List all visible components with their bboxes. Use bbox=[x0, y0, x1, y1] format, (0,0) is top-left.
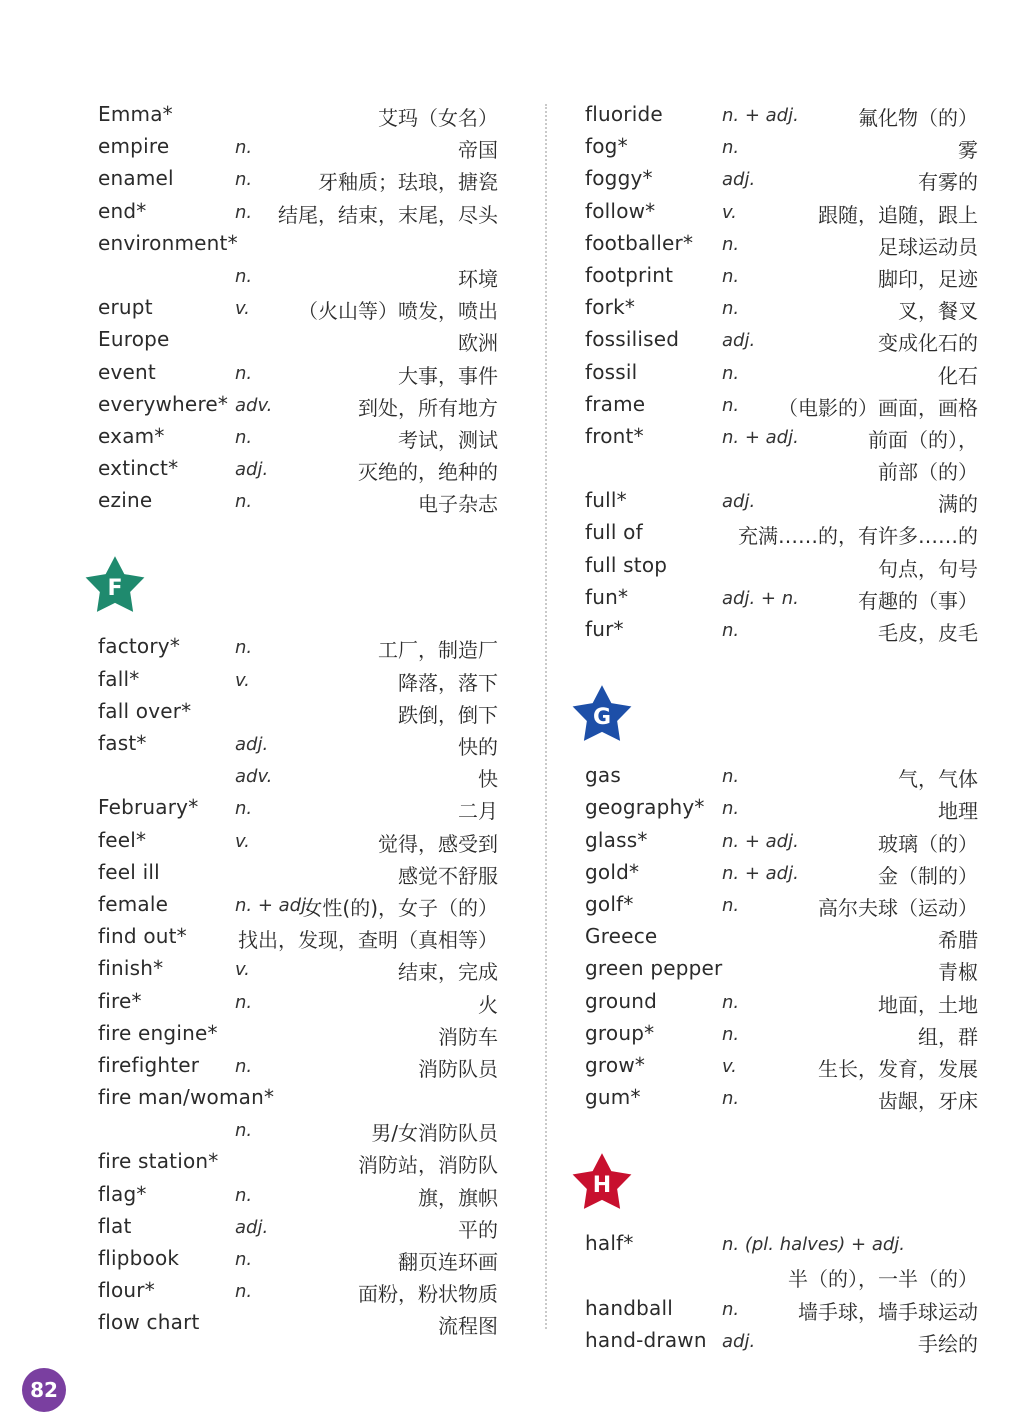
entry-meaning: 工厂，制造厂 bbox=[378, 638, 498, 663]
dictionary-entry bbox=[98, 484, 498, 516]
entry-word: foggy* bbox=[585, 166, 653, 191]
dictionary-entry bbox=[585, 791, 978, 823]
dictionary-entry bbox=[585, 1017, 978, 1049]
entry-word: frame bbox=[585, 391, 646, 416]
dictionary-entry bbox=[585, 856, 978, 888]
entry-part-of-speech: n. (pl. halves) + adj. bbox=[722, 1234, 906, 1256]
entry-meaning: 面粉，粉状物质 bbox=[358, 1282, 498, 1307]
entry-word: enamel bbox=[98, 166, 174, 191]
entry-meaning: 女性(的)，女子（的） bbox=[302, 895, 498, 920]
entry-part-of-speech: adj. bbox=[235, 459, 269, 481]
dictionary-entry bbox=[98, 1306, 498, 1338]
dictionary-entry bbox=[98, 291, 498, 323]
entry-word: finish* bbox=[98, 956, 164, 981]
entry-word: fast* bbox=[98, 731, 147, 755]
dictionary-entry bbox=[585, 516, 978, 548]
entry-part-of-speech: n. bbox=[722, 265, 740, 287]
entry-part-of-speech: n. + adj. bbox=[722, 862, 799, 884]
dictionary-entry bbox=[98, 388, 498, 420]
entry-meaning: 平的 bbox=[458, 1217, 498, 1242]
section-letter: F bbox=[107, 576, 123, 602]
entry-part-of-speech: adv. bbox=[235, 394, 273, 416]
entry-meaning: 墙手球，墙手球运动 bbox=[798, 1299, 978, 1324]
dictionary-entry bbox=[585, 162, 978, 194]
dictionary-entry bbox=[98, 323, 498, 355]
entry-part-of-speech: adj. bbox=[235, 734, 269, 755]
entry-part-of-speech: adj. + n. bbox=[722, 587, 799, 609]
entry-meaning: 帝国 bbox=[458, 138, 498, 163]
entry-meaning: 快的 bbox=[458, 735, 498, 759]
entry-meaning: 降落，落下 bbox=[398, 670, 498, 695]
dictionary-entry bbox=[585, 549, 978, 581]
entry-part-of-speech: n. + adj. bbox=[722, 830, 799, 852]
entry-part-of-speech: v. bbox=[235, 959, 250, 981]
dictionary-entry bbox=[585, 613, 978, 645]
entry-part-of-speech: n. bbox=[235, 1184, 253, 1206]
entry-part-of-speech: n. bbox=[722, 766, 740, 788]
entry-meaning: 金（制的） bbox=[878, 863, 978, 888]
entry-meaning: 结尾，结束，末尾，尽头 bbox=[278, 202, 498, 227]
dictionary-entry bbox=[585, 985, 978, 1017]
entry-part-of-speech: n. bbox=[722, 991, 740, 1013]
entry-word: fall* bbox=[98, 666, 140, 691]
entry-part-of-speech: n. bbox=[235, 426, 253, 448]
entry-part-of-speech: adv. bbox=[235, 766, 273, 788]
entry-word: gas bbox=[585, 763, 621, 788]
entry-word: geography* bbox=[585, 795, 705, 820]
entry-word: ezine bbox=[98, 488, 153, 513]
entry-word: feel ill bbox=[98, 859, 160, 884]
entry-part-of-speech: v. bbox=[235, 669, 250, 691]
entry-word: ground bbox=[585, 988, 657, 1013]
entry-word: everywhere* bbox=[98, 391, 229, 416]
entry-part-of-speech: n. bbox=[722, 1088, 740, 1110]
dictionary-entry bbox=[98, 1145, 498, 1177]
dictionary-entry bbox=[585, 824, 978, 856]
entry-part-of-speech: n. bbox=[235, 169, 253, 191]
entry-word: end* bbox=[98, 198, 147, 223]
entry-meaning: 结束，完成 bbox=[398, 960, 498, 985]
entry-meaning: 环境 bbox=[458, 266, 498, 291]
entry-meaning: 化石 bbox=[938, 363, 978, 388]
entry-meaning: 消防队员 bbox=[418, 1056, 498, 1081]
dictionary-entry bbox=[98, 985, 498, 1017]
dictionary-entry bbox=[585, 227, 978, 259]
entry-part-of-speech: n. bbox=[722, 362, 740, 384]
entry-word: golf* bbox=[585, 891, 634, 916]
entry-part-of-speech: n. bbox=[235, 637, 253, 659]
entry-part-of-speech: n. bbox=[235, 1120, 253, 1142]
left-column bbox=[98, 98, 498, 1339]
entry-meaning: 跌倒，倒下 bbox=[398, 702, 498, 727]
entry-meaning: 电子杂志 bbox=[418, 492, 498, 517]
entry-meaning: 牙釉质；珐琅，搪瓷 bbox=[318, 170, 498, 195]
entry-part-of-speech: n. + adj. bbox=[722, 105, 799, 126]
entry-word: fossilised bbox=[585, 327, 680, 352]
dictionary-entry bbox=[98, 663, 498, 695]
dictionary-entry bbox=[98, 630, 498, 662]
dictionary-entry bbox=[585, 1049, 978, 1081]
entry-meaning: 玻璃（的） bbox=[878, 831, 978, 856]
entry-word: fork* bbox=[585, 295, 636, 320]
entry-word: Europe bbox=[98, 327, 170, 352]
entry-meaning: （电影的）画面，画格 bbox=[778, 395, 978, 420]
entry-part-of-speech: v. bbox=[235, 830, 250, 852]
entry-word: gum* bbox=[585, 1085, 641, 1110]
dictionary-entry bbox=[98, 695, 498, 727]
star-icon bbox=[567, 1149, 637, 1219]
entry-meaning: 充满……的，有许多……的 bbox=[738, 524, 978, 549]
entry-meaning: （火山等）喷发，喷出 bbox=[298, 299, 498, 324]
entry-word: event bbox=[98, 359, 156, 384]
entry-part-of-speech: n. bbox=[235, 137, 253, 159]
entry-word: flour* bbox=[98, 1278, 155, 1303]
entry-word: environment* bbox=[98, 230, 238, 255]
entry-meaning: 找出，发现，查明（真相等） bbox=[238, 928, 498, 953]
entry-meaning: 手绘的 bbox=[918, 1331, 978, 1356]
dictionary-entry bbox=[98, 98, 498, 130]
dictionary-entry bbox=[585, 1259, 978, 1291]
entry-meaning: 旗，旗帜 bbox=[418, 1185, 498, 1210]
dictionary-entry bbox=[585, 1081, 978, 1113]
entry-word: female bbox=[98, 891, 169, 916]
entry-meaning: 毛皮，皮毛 bbox=[878, 621, 978, 645]
section-letter: H bbox=[592, 1173, 612, 1199]
entry-word: flow chart bbox=[98, 1310, 200, 1335]
entry-meaning: 欧洲 bbox=[458, 331, 498, 356]
entry-word: fossil bbox=[585, 359, 638, 384]
dictionary-entry bbox=[585, 888, 978, 920]
entry-part-of-speech: n. + adj. bbox=[722, 426, 799, 448]
dictionary-entry bbox=[585, 581, 978, 613]
dictionary-entry bbox=[98, 1210, 498, 1242]
entry-part-of-speech: n. bbox=[722, 1023, 740, 1045]
dictionary-entry bbox=[98, 259, 498, 291]
dictionary-entry bbox=[585, 452, 978, 484]
entry-part-of-speech: v. bbox=[235, 298, 250, 320]
entry-word: erupt bbox=[98, 295, 153, 320]
dictionary-entry bbox=[585, 195, 978, 227]
dictionary-entry bbox=[585, 323, 978, 355]
dictionary-entry bbox=[98, 1242, 498, 1274]
entry-part-of-speech: n. bbox=[235, 265, 253, 287]
entry-meaning: 流程图 bbox=[438, 1314, 498, 1339]
dictionary-entry bbox=[98, 1178, 498, 1210]
dictionary-entry bbox=[585, 484, 978, 516]
entry-part-of-speech: n. bbox=[235, 1281, 253, 1303]
entry-part-of-speech: v. bbox=[722, 1055, 737, 1077]
entry-part-of-speech: n. bbox=[722, 1298, 740, 1320]
entry-part-of-speech: n. bbox=[722, 394, 740, 416]
dictionary-entry bbox=[98, 195, 498, 227]
dictionary-entry bbox=[585, 388, 978, 420]
entry-word: grow* bbox=[585, 1052, 646, 1077]
entry-word: fog* bbox=[585, 134, 628, 159]
entry-part-of-speech: adj. bbox=[722, 491, 756, 513]
entry-meaning: 高尔夫球（运动） bbox=[818, 895, 978, 920]
dictionary-entry bbox=[98, 356, 498, 388]
entry-word: flipbook bbox=[98, 1246, 180, 1270]
entry-part-of-speech: n. bbox=[722, 798, 740, 820]
entry-part-of-speech: n. bbox=[235, 991, 253, 1013]
entry-meaning: 有雾的 bbox=[918, 170, 978, 195]
entry-part-of-speech: n. bbox=[235, 1249, 253, 1270]
entry-word: group* bbox=[585, 1020, 655, 1045]
entry-word: extinct* bbox=[98, 456, 179, 481]
dictionary-entry bbox=[585, 130, 978, 162]
entry-part-of-speech: n. bbox=[722, 894, 740, 916]
entry-word: gold* bbox=[585, 859, 640, 884]
entry-meaning: 前部（的） bbox=[878, 460, 978, 485]
entry-word: follow* bbox=[585, 198, 656, 223]
entry-word: green pepper bbox=[585, 956, 723, 981]
dictionary-entry bbox=[585, 759, 978, 791]
entry-meaning: 句点，句号 bbox=[878, 556, 978, 581]
dictionary-entry bbox=[98, 888, 498, 920]
entry-word: footballer* bbox=[585, 230, 694, 255]
entry-part-of-speech: adj. bbox=[722, 169, 756, 191]
entry-meaning: 感觉不舒服 bbox=[398, 863, 498, 888]
entry-word: empire bbox=[98, 134, 170, 159]
dictionary-entry bbox=[98, 824, 498, 856]
dictionary-entry bbox=[98, 791, 498, 823]
entry-part-of-speech: adj. bbox=[722, 330, 756, 352]
entry-meaning: 组，群 bbox=[918, 1024, 978, 1049]
entry-meaning: 消防车 bbox=[438, 1024, 498, 1049]
entry-part-of-speech: n. bbox=[235, 798, 253, 820]
dictionary-entry bbox=[585, 1227, 978, 1259]
entry-meaning: 前面（的）， bbox=[868, 427, 978, 452]
entry-word: firefighter bbox=[98, 1052, 200, 1077]
entry-word: Emma* bbox=[98, 102, 173, 126]
entry-part-of-speech: adj. bbox=[235, 1216, 269, 1238]
entry-word: Greece bbox=[585, 924, 658, 949]
entry-word: fire engine* bbox=[98, 1020, 218, 1045]
entry-meaning: 考试，测试 bbox=[398, 427, 498, 452]
entry-meaning: 希腊 bbox=[938, 928, 978, 953]
entry-part-of-speech: v. bbox=[722, 201, 737, 223]
entry-meaning: 半（的），一半（的） bbox=[788, 1267, 978, 1292]
entry-word: flag* bbox=[98, 1181, 147, 1206]
entry-meaning: 有趣的（事） bbox=[858, 588, 978, 613]
dictionary-entry bbox=[98, 856, 498, 888]
entry-meaning: 二月 bbox=[458, 799, 498, 824]
dictionary-entry bbox=[98, 1113, 498, 1145]
entry-word: half* bbox=[585, 1231, 634, 1256]
entry-word: footprint bbox=[585, 262, 674, 287]
entry-word: February* bbox=[98, 795, 199, 820]
dictionary-entry bbox=[98, 1274, 498, 1306]
entry-word: flat bbox=[98, 1213, 132, 1238]
entry-meaning: 脚印，足迹 bbox=[878, 266, 978, 291]
section-star-g bbox=[567, 681, 637, 751]
dictionary-entry bbox=[98, 162, 498, 194]
star-icon bbox=[80, 552, 150, 622]
entry-meaning: 火 bbox=[478, 992, 498, 1017]
entry-meaning: 跟随，追随，跟上 bbox=[818, 202, 978, 227]
entry-word: hand-drawn bbox=[585, 1327, 707, 1352]
entry-word: fire station* bbox=[98, 1149, 219, 1174]
entry-word: full* bbox=[585, 488, 627, 513]
entry-part-of-speech: n. bbox=[235, 201, 253, 223]
entry-part-of-speech: adj. bbox=[722, 1330, 756, 1352]
entry-word: find out* bbox=[98, 924, 187, 949]
entry-word: fire* bbox=[98, 988, 142, 1013]
entry-word: fun* bbox=[585, 584, 629, 609]
entry-part-of-speech: n. bbox=[722, 137, 740, 159]
entry-meaning: 觉得，感受到 bbox=[378, 831, 498, 856]
entry-word: full stop bbox=[585, 552, 668, 577]
entry-meaning: 变成化石的 bbox=[878, 331, 978, 356]
entry-meaning: 男/女消防队员 bbox=[371, 1121, 498, 1146]
dictionary-entry bbox=[98, 727, 498, 759]
entry-part-of-speech: n. + adj. bbox=[235, 894, 312, 916]
right-column bbox=[585, 98, 978, 1356]
dictionary-entry bbox=[98, 1081, 498, 1113]
entry-meaning: 氟化物（的） bbox=[858, 106, 978, 130]
dictionary-entry bbox=[98, 920, 498, 952]
entry-word: factory* bbox=[98, 634, 181, 659]
entry-meaning: 艾玛（女名） bbox=[378, 106, 498, 130]
dictionary-entry bbox=[585, 420, 978, 452]
entry-part-of-speech: n. bbox=[235, 362, 253, 384]
dictionary-entry bbox=[585, 1324, 978, 1356]
entry-meaning: 生长，发育，发展 bbox=[818, 1056, 978, 1081]
entry-meaning: 齿龈，牙床 bbox=[878, 1089, 978, 1114]
entry-word: front* bbox=[585, 423, 644, 448]
dictionary-entry bbox=[585, 920, 978, 952]
entry-meaning: 地面，土地 bbox=[878, 992, 978, 1017]
dictionary-entry bbox=[98, 759, 498, 791]
entry-part-of-speech: n. bbox=[722, 620, 740, 641]
entry-meaning: 叉，餐叉 bbox=[898, 299, 978, 324]
entry-meaning: 大事，事件 bbox=[398, 363, 498, 388]
dictionary-entry bbox=[585, 259, 978, 291]
entry-part-of-speech: n. bbox=[235, 491, 253, 513]
entry-meaning: 快 bbox=[478, 767, 498, 792]
section-letter: G bbox=[592, 705, 612, 731]
entry-meaning: 足球运动员 bbox=[878, 234, 978, 259]
entry-word: feel* bbox=[98, 827, 147, 852]
star-icon bbox=[567, 681, 637, 751]
entry-word: exam* bbox=[98, 423, 165, 448]
dictionary-entry bbox=[585, 356, 978, 388]
dictionary-entry bbox=[98, 420, 498, 452]
column-divider bbox=[545, 104, 547, 1329]
dictionary-entry bbox=[98, 952, 498, 984]
entry-word: fluoride bbox=[585, 102, 663, 126]
dictionary-entry bbox=[98, 1017, 498, 1049]
entry-word: full of bbox=[585, 520, 643, 545]
dictionary-entry bbox=[98, 1049, 498, 1081]
dictionary-entry bbox=[98, 452, 498, 484]
entry-meaning: 雾 bbox=[958, 138, 978, 163]
dictionary-entry bbox=[98, 227, 498, 259]
entry-meaning: 到处，所有地方 bbox=[358, 395, 498, 420]
section-star-h bbox=[567, 1149, 637, 1219]
entry-part-of-speech: n. bbox=[235, 1055, 253, 1077]
entry-meaning: 消防站，消防队 bbox=[358, 1153, 498, 1178]
entry-word: fire man/woman* bbox=[98, 1085, 275, 1110]
entry-meaning: 翻页连环画 bbox=[398, 1250, 498, 1274]
dictionary-entry bbox=[585, 952, 978, 984]
dictionary-entry bbox=[585, 291, 978, 323]
entry-meaning: 气，气体 bbox=[898, 767, 978, 792]
entry-meaning: 满的 bbox=[938, 492, 978, 517]
section-star-f bbox=[80, 552, 150, 622]
entry-word: glass* bbox=[585, 827, 648, 852]
entry-meaning: 地理 bbox=[938, 799, 978, 824]
dictionary-entry bbox=[585, 1292, 978, 1324]
entry-part-of-speech: n. bbox=[722, 233, 740, 255]
entry-word: fur* bbox=[585, 617, 624, 641]
entry-meaning: 灭绝的，绝种的 bbox=[358, 460, 498, 485]
page-number: 82 bbox=[22, 1368, 66, 1412]
entry-part-of-speech: n. bbox=[722, 298, 740, 320]
entry-word: handball bbox=[585, 1295, 673, 1320]
entry-meaning: 青椒 bbox=[938, 960, 978, 985]
dictionary-entry bbox=[98, 130, 498, 162]
entry-word: fall over* bbox=[98, 698, 192, 723]
dictionary-entry bbox=[585, 98, 978, 130]
